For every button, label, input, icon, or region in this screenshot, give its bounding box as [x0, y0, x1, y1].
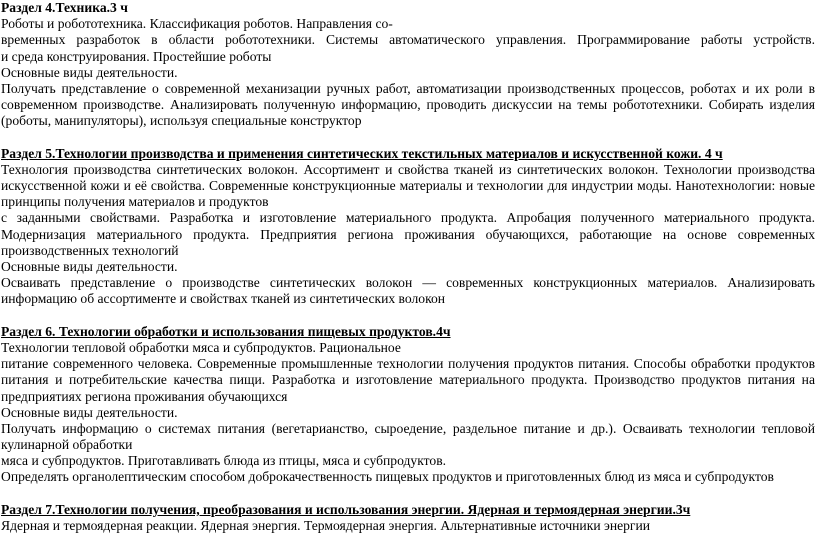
section-4-line: Получать представление о современной механизации ручных работ, автоматизации производственных процессов, роботах и их роли в — [1, 80, 815, 96]
section-4-line: и среда конструирования. Простейшие роботы — [1, 48, 272, 64]
section-5-line: Осваивать представление о производстве синтетических волокон — современных конструкционных материалов. Анализировать — [1, 275, 815, 291]
section-7-heading-text: Раздел 7.Технологии получения, преобразования и использования энергии. Ядерная и термоядерная энергии.3ч — [1, 501, 691, 517]
section-4-line: (роботы, манипуляторы), используя специальные конструктор — [1, 113, 362, 129]
section-6-line: кулинарной обработки — [1, 437, 133, 453]
section-5-line: Модернизация материального продукта. Предприятия региона проживания обучающихся, работающие на основе современных — [1, 226, 815, 242]
section-spacer — [1, 130, 815, 146]
section-6-heading — [1, 324, 815, 340]
section-5-activities-label: Основные виды деятельности. — [1, 259, 178, 274]
section-6-line: предприятиях региона проживания обучающихся — [1, 388, 288, 404]
section-6-line: Определять органолептическим способом доброкачественность пищевых продуктов и приготовленных блюд из мяса и субпродуктов — [1, 469, 774, 485]
section-5-line: искусственной кожи и её свойства. Современные конструкционные материалы и технологии для индустрии моды. Нанотехнологии: новые — [1, 178, 815, 194]
section-6-heading-text: Раздел 6. Технологии обработки и использования пищевых продуктов.4ч — [1, 323, 451, 339]
section-4-line: Роботы и робототехника. Классификация роботов. Направления со- — [1, 16, 393, 32]
section-5-line: Технология производства синтетических волокон. Ассортимент и свойства тканей из синтетических волокон. Технологии производства — [1, 161, 815, 177]
section-6-line: Технологии тепловой обработки мяса и субпродуктов. Рациональное — [1, 339, 401, 355]
section-5-line: принципы получения материалов и продуктов — [1, 194, 269, 210]
section-7-line: Ядерная и термоядерная реакции. Ядерная энергия. Термоядерная энергия. Альтернативные источники энергии — [1, 518, 651, 533]
section-5-heading — [1, 146, 815, 162]
section-5-heading-text: Раздел 5.Технологии производства и применения синтетических текстильных материалов и искусственной кожи. 4 ч — [1, 145, 723, 161]
section-6-line: питания и потребительские качества пищи. Разработка и изготовление материального продукта. Производство продуктов питания на — [1, 372, 815, 388]
section-spacer — [1, 308, 815, 324]
section-4-line: временных разработок в области робототехники. Системы автоматического управления. Программирование работы устройств. — [1, 32, 815, 48]
section-spacer — [1, 486, 815, 502]
section-7-heading — [1, 502, 815, 518]
section-5-line: производственных технологий — [1, 242, 179, 258]
section-4-heading: Раздел 4.Техника.3 ч — [1, 0, 128, 15]
section-5-line: с заданными свойствами. Разработка и изготовление материального продукта. Апробация полученного материального продукта. — [1, 210, 815, 226]
section-6-line: Получать информацию о системах питания (вегетарианство, сыроедение, раздельное питание и др.). Осваивать технологии тепловой — [1, 420, 815, 436]
section-5-line: информацию об ассортименте и свойствах тканей из синтетических волокон — [1, 291, 446, 307]
section-4-line: современном производстве. Анализировать полученную информацию, проводить дискуссии на темы робототехники. Собирать изделия — [1, 97, 815, 113]
section-6-line: питание современного человека. Современные промышленные технологии получения продуктов питания. Способы обработки продуктов — [1, 356, 815, 372]
section-4-activities-label: Основные виды деятельности. — [1, 64, 178, 80]
section-6-line: мяса и субпродуктов. Приготавливать блюда из птицы, мяса и субпродуктов. — [1, 453, 447, 469]
section-6-activities-label: Основные виды деятельности. — [1, 404, 178, 420]
